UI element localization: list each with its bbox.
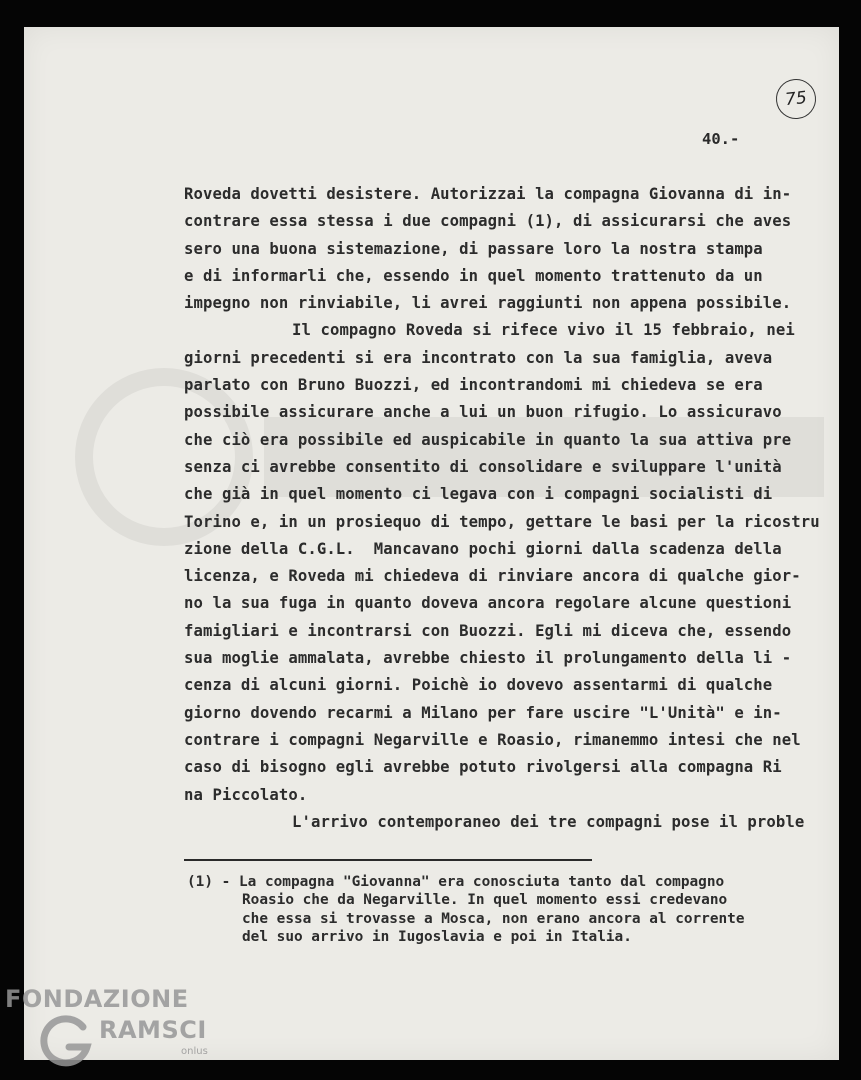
text-line: caso di bisogno egli avrebbe potuto rivolgersi alla compagna Ri	[184, 758, 782, 777]
footnote-divider	[184, 859, 592, 861]
text-line: sua moglie ammalata, avrebbe chiesto il prolungamento della li -	[184, 649, 792, 668]
text-line: sero una buona sistemazione, di passare loro la nostra stampa	[184, 239, 763, 258]
fondazione-gramsci-watermark	[5, 985, 225, 1075]
text-line: possibile assicurare anche a lui un buon rifugio. Lo assicuravo	[184, 403, 782, 422]
text-line: giorni precedenti si era incontrato con la sua famiglia, aveva	[184, 348, 773, 367]
text-line: che già in quel momento ci legava con i compagni socialisti di	[184, 485, 773, 504]
text-line: famigliari e incontrarsi con Buozzi. Egli mi diceva che, essendo	[184, 621, 792, 640]
document-page	[24, 27, 839, 1060]
page-number: 40.-	[702, 130, 740, 148]
text-line: Torino e, in un prosiequo di tempo, gettare le basi per la ricostru	[184, 512, 820, 531]
footnote-line: del suo arrivo in Iugoslavia e poi in Italia.	[242, 929, 632, 946]
watermark-suffix: onlus	[181, 1046, 208, 1057]
footnote-line: (1) - La compagna "Giovanna" era conosciuta tanto dal compagno	[187, 874, 725, 890]
footnote	[187, 873, 837, 947]
archive-number-stamp: 75	[774, 77, 818, 121]
text-line: giorno dovendo recarmi a Milano per fare uscire "L'Unità" e in-	[184, 703, 782, 722]
text-line: no la sua fuga in quanto doveva ancora regolare alcune questioni	[184, 594, 792, 613]
footnote-line: che essa si trovasse a Mosca, non erano ancora al corrente	[242, 910, 745, 927]
gramsci-g-logo-icon	[37, 1013, 95, 1071]
text-line: contrare essa stessa i due compagni (1), di assicurarsi che aves	[184, 212, 792, 231]
text-line: na Piccolato.	[184, 785, 308, 804]
text-line: Roveda dovetti desistere. Autorizzai la compagna Giovanna di in-	[184, 185, 792, 203]
text-line: cenza di alcuni giorni. Poichè io dovevo assentarmi di qualche	[184, 676, 773, 695]
text-line: impegno non rinviabile, li avrei raggiunti non appena possibile.	[184, 294, 792, 313]
text-line: parlato con Bruno Buozzi, ed incontrandomi mi chiedeva se era	[184, 376, 763, 395]
text-line: senza ci avrebbe consentito di consolidare e sviluppare l'unità	[184, 457, 782, 476]
text-line: che ciò era possibile ed auspicabile in quanto la sua attiva pre	[184, 430, 792, 449]
text-line: contrare i compagni Negarville e Roasio, rimanemmo intesi che nel	[184, 730, 801, 749]
text-line: Il compagno Roveda si rifece vivo il 15 febbraio, nei	[292, 321, 795, 340]
text-line: zione della C.G.L. Mancavano pochi giorni dalla scadenza della	[184, 539, 782, 558]
text-line: licenza, e Roveda mi chiedeva di rinviare ancora di qualche gior-	[184, 567, 801, 586]
body-text	[184, 181, 844, 836]
watermark-text-line1: FONDAZIONE	[5, 985, 189, 1013]
footnote-line: Roasio che da Negarville. In quel momento essi credevano	[242, 892, 728, 909]
watermark-text-line2: RAMSCI	[99, 1016, 207, 1044]
text-line: e di informarli che, essendo in quel momento trattenuto da un	[184, 266, 763, 285]
text-line: L'arrivo contemporaneo dei tre compagni pose il proble	[292, 812, 805, 831]
